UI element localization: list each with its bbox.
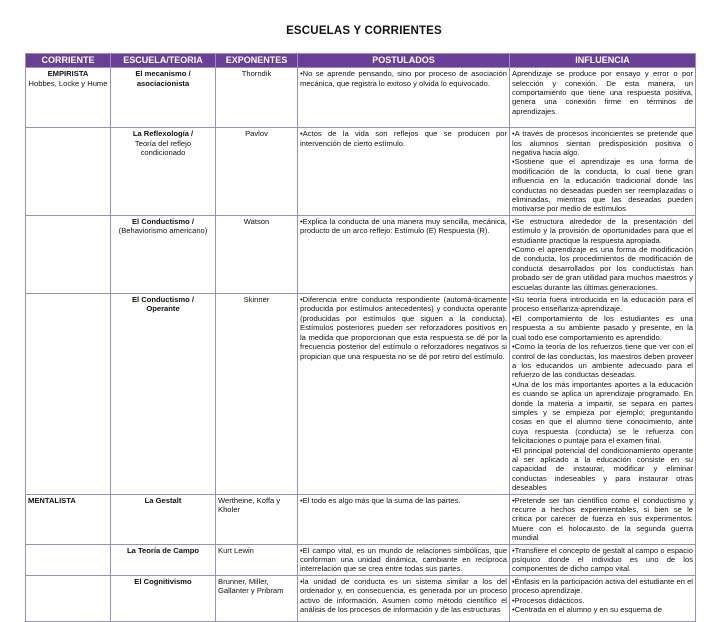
- table-row: [26, 575, 696, 621]
- escuela-cell: El Cognitivismo: [111, 575, 216, 621]
- influencia-text: • Su teoría fuera introducida en la educación para el proceso enseñanza-aprendizaje.: [512, 295, 693, 314]
- escuela-label: El Conductismo /: [131, 216, 195, 226]
- corriente-label: MENTALISTA: [28, 495, 76, 505]
- exponentes-cell: Thorndik: [216, 68, 298, 128]
- influencia-text: • Una de los más importantes aportes a la educación es cuando se aplica un aprendizaje programado. En donde la materia a impartir, se separa en partes simples y se empieza por ejemplo; preguntando cosas en que el alumno tiene conocimiento, ante cuya respuesta (conducta) se le refuerza con felicitaciones o puntaje para el examen final.: [512, 380, 693, 446]
- escuela-label: El mecanismo /: [135, 69, 191, 79]
- influencia-text: Aprendizaje se produce por ensayo y error o por selección y conexión. De esta manera, un comportamiento que tiene una respuesta positiva, genera una conexión firme en términos de aprendizajes.: [512, 69, 693, 116]
- escuela-cell: La Teoría de Campo: [111, 544, 216, 575]
- influencia-cell: [510, 575, 696, 621]
- header-row: [26, 54, 696, 68]
- postulados-cell: [298, 294, 510, 495]
- postulado-text: • la unidad de conducta es un sistema similar a los del ordenador y, en consecuencia, es generada por un proceso activo de información. Asumen como método científico el análisis de los procesos de información y de las estructuras: [300, 577, 507, 614]
- exponentes-cell: Watson: [216, 215, 298, 293]
- postulado-text: • No se aprende pensando, sino por proceso de asociación mecánica, que registra lo exitoso y olvida lo equivocado.: [300, 69, 507, 87]
- postulados-cell: [298, 215, 510, 293]
- header-influencia: INFLUENCIA: [510, 54, 696, 68]
- exponentes-cell: Pavlov: [216, 128, 298, 216]
- exponentes-cell: Kurt Lewin: [216, 544, 298, 575]
- influencia-cell: [510, 215, 696, 293]
- influencia-text: • El principal potencial del condicionamiento operante al ser aplicado a la educación consiste en su capacidad de instaurar, modificar y eliminar conductas indeseables y para instaurar otras deseables: [512, 446, 693, 493]
- table-row: [26, 544, 696, 575]
- influencia-text: • El comportamiento de los estudiantes es una respuesta a su ambiente pasado y presente, en la cual todo ese comportamiento es aprendido.: [512, 314, 693, 342]
- corriente-cell: [26, 294, 111, 495]
- table-row: [26, 215, 696, 293]
- table-row: [26, 68, 696, 128]
- influencia-text: • Transfiere el concepto de gestalt al campo o espacio psíquico donde el individuo es uno de los componentes de dicho campo vital.: [512, 546, 693, 574]
- exponentes-cell: Wertheine, Koffa y Kholer: [216, 494, 298, 544]
- postulados-cell: [298, 575, 510, 621]
- corriente-cell: [26, 544, 111, 575]
- header-postulados: POSTULADOS: [298, 54, 510, 68]
- escuela-cell: [111, 68, 216, 128]
- exponentes-cell: Brunner, Miller, Gallanter y Pribram: [216, 575, 298, 621]
- influencia-text: • Énfasis en la participación activa del estudiante en el proceso aprendizaje.: [512, 577, 693, 596]
- postulados-cell: [298, 544, 510, 575]
- document-title: ESCUELAS Y CORRIENTES: [286, 25, 442, 37]
- influencia-cell: [510, 544, 696, 575]
- escuela-sub: asociacionista: [136, 78, 190, 88]
- header-corriente: CORRIENTE: [26, 54, 111, 68]
- corriente-authors: Hobbes, Locke y Hume: [28, 78, 108, 88]
- table-row: [26, 494, 696, 544]
- postulado-text: • El todo es algo más que la suma de las partes.: [300, 496, 461, 505]
- influencia-text: • Como el aprendizaje es una forma de modificación de conducta, los procedimientos de modificación de conducta desarrollados por los conductistas han probado ser de gran utilidad para muchos maestros y escuelas durante las últimas generaciones.: [512, 245, 693, 292]
- postulado-text: • Explica la conducta de una manera muy sencilla, mecánica, producto de un arco reflejo: Estímulo (E) Respuesta (R).: [300, 217, 507, 235]
- table-row: [26, 128, 696, 216]
- postulado-text: • Actos de la vida son reflejos que se producen por intervención de cierto estímulo.: [300, 129, 507, 147]
- escuela-cell: [111, 294, 216, 495]
- escuela-sub: Operante: [146, 304, 180, 314]
- escuela-cell: [111, 128, 216, 216]
- influencia-cell: [510, 494, 696, 544]
- postulado-text: • Diferencia entre conducta respondiente (automá-ticamente producida por estímulos antecedentes) y conducta operante (producidas por estímulos que siguen a la conducta). Estímulos posteriores pueden ser reforzadores positivos en la medida que proporcionan que esta respuesta se dé por la frecuencia posterior del estímulo o reforzadores negativos si propician que una respuesta no se dé por retiro del estímulo.: [300, 295, 507, 360]
- postulado-text: • El campo vital, es un mundo de relaciones simbólicas, que conforman una unidad dinámica, cambiante en recíproca interrelación que se crea entre todas sus partes.: [300, 546, 507, 574]
- escuela-sub: (Behaviorismo americano): [118, 226, 208, 236]
- exponentes-cell: Skinner: [216, 294, 298, 495]
- influencia-cell: [510, 128, 696, 216]
- influencia-text: • Se estructura alrededor de la presentación del estímulo y la provisión de oportunidades para que el estudiante practique la respuesta apropiada.: [512, 217, 693, 245]
- escuela-cell: [111, 215, 216, 293]
- header-exponentes: EXPONENTES: [216, 54, 298, 68]
- influencia-text: • Pretende ser tan científico como el conductismo y recurre a hechos experimentables, si bien se le critica por carecer de fuerza en sus experimentos. Muere con el holocausto de la segunda guerra mundial: [512, 496, 693, 543]
- influencia-text: • Sostiene que el aprendizaje es una forma de modificación de la conducta, lo cual tiene gran influencia en la educación tradicional donde las conductas no deseadas pueden ser reemplazadas o eliminadas, mientras que las deseadas pueden motivarse por medio de estímulos: [512, 157, 693, 213]
- escuela-sub: Teoría del reflejo condicionado: [134, 138, 192, 157]
- influencia-text: • Centrada en el alumno y en su esquema de: [512, 605, 693, 614]
- postulados-cell: [298, 494, 510, 544]
- influencia-cell: [510, 294, 696, 495]
- influencia-text: • Como la teoría de los refuerzos tiene que ver con el control de las conductas, los maestros deben proveer a los educandos un ambiente adecuado para el refuerzo de las conductas deseadas.: [512, 342, 693, 380]
- table-row: [26, 294, 696, 495]
- corriente-cell: [26, 68, 111, 128]
- escuela-label: El Conductismo /: [131, 295, 195, 305]
- corriente-label: EMPIRISTA: [47, 69, 89, 79]
- influencia-text: • Procesos didácticos.: [512, 596, 693, 605]
- header-escuela: ESCUELA/TEORIA: [111, 54, 216, 68]
- schools-table: [25, 53, 696, 622]
- postulados-cell: [298, 128, 510, 216]
- postulados-cell: [298, 68, 510, 128]
- corriente-cell: [26, 215, 111, 293]
- corriente-cell: [26, 575, 111, 621]
- escuela-label: La Reflexología /: [132, 129, 194, 139]
- influencia-cell: [510, 68, 696, 128]
- influencia-text: • A través de procesos inconcientes se pretende que los alumnos sientan predisposición positiva o negativa hacia algo.: [512, 129, 693, 157]
- corriente-cell: [26, 128, 111, 216]
- escuela-cell: La Gestalt: [111, 494, 216, 544]
- corriente-cell: [26, 494, 111, 544]
